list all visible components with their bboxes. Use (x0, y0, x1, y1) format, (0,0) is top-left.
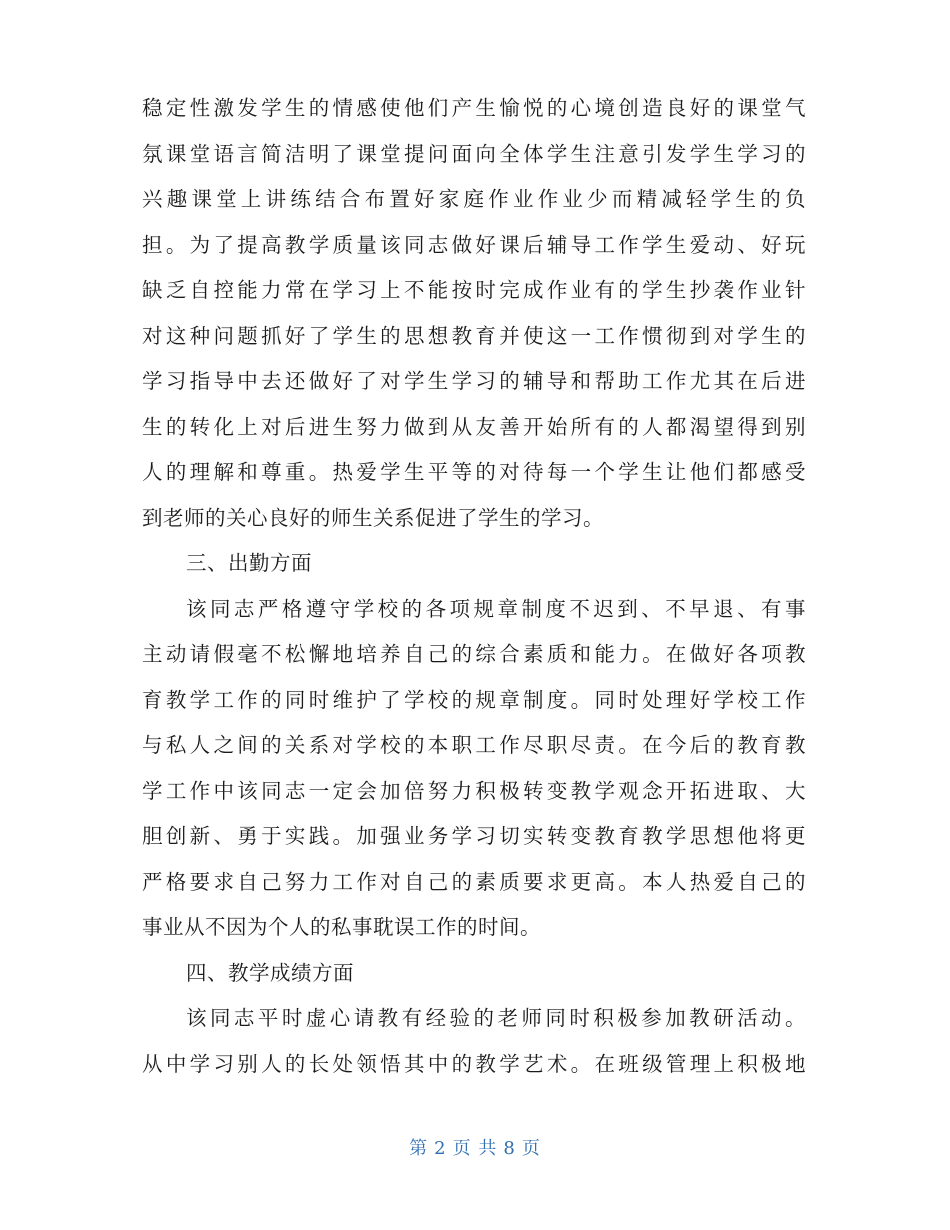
paragraph-line: 胆创新、勇于实践。加强业务学习切实转变教育教学思想他将更 (142, 824, 806, 848)
footer-total-pages: 8 (503, 1138, 516, 1159)
page-footer (0, 1134, 950, 1160)
section-heading: 三、出勤方面 (186, 551, 312, 575)
paragraph-line: 与私人之间的关系对学校的本职工作尽职尽责。在今后的教育教 (142, 733, 806, 757)
paragraph-line: 人的理解和尊重。热爱学生平等的对待每一个学生让他们都感受 (142, 460, 806, 484)
paragraph-line: 稳定性激发学生的情感使他们产生愉悦的心境创造良好的课堂气 (142, 96, 806, 120)
footer-middle: 页 共 (452, 1138, 498, 1159)
paragraph-line: 学工作中该同志一定会加倍努力积极转变教学观念开拓进取、大 (142, 778, 806, 803)
paragraph-line: 氛课堂语言简洁明了课堂提问面向全体学生注意引发学生学习的 (142, 141, 806, 166)
document-body (142, 86, 806, 1087)
paragraph-line: 从中学习别人的长处领悟其中的教学艺术。在班级管理上积极地 (142, 1051, 806, 1076)
paragraph-line: 到老师的关心良好的师生关系促进了学生的学习。 (142, 505, 604, 530)
paragraph-line: 对这种问题抓好了学生的思想教育并使这一工作惯彻到对学生的 (142, 323, 806, 348)
paragraph-line: 主动请假毫不松懈地培养自己的综合素质和能力。在做好各项教 (142, 642, 806, 666)
paragraph-line: 担。为了提高教学质量该同志做好课后辅导工作学生爱动、好玩 (142, 232, 806, 257)
footer-suffix: 页 (521, 1138, 541, 1159)
paragraph-line: 缺乏自控能力常在学习上不能按时完成作业有的学生抄袭作业针 (142, 278, 806, 302)
paragraph-line: 学习指导中去还做好了对学生学习的辅导和帮助工作尤其在后进 (142, 369, 806, 393)
paragraph-line: 该同志平时虚心请教有经验的老师同时积极参加教研活动。 (186, 1006, 806, 1030)
footer-prefix: 第 (409, 1138, 429, 1159)
paragraph-line: 兴趣课堂上讲练结合布置好家庭作业作业少而精减轻学生的负 (142, 187, 806, 211)
paragraph-line: 事业从不因为个人的私事耽误工作的时间。 (142, 915, 541, 939)
section-heading: 四、教学成绩方面 (186, 960, 354, 985)
paragraph-line: 严格要求自己努力工作对自己的素质要求更高。本人热爱自己的 (142, 869, 806, 894)
paragraph-line: 生的转化上对后进生努力做到从友善开始所有的人都渴望得到别 (142, 414, 806, 439)
paragraph-line: 该同志严格遵守学校的各项规章制度不迟到、不早退、有事 (186, 596, 806, 621)
footer-page-number: 2 (434, 1138, 447, 1159)
paragraph-line: 育教学工作的同时维护了学校的规章制度。同时处理好学校工作 (142, 687, 806, 712)
